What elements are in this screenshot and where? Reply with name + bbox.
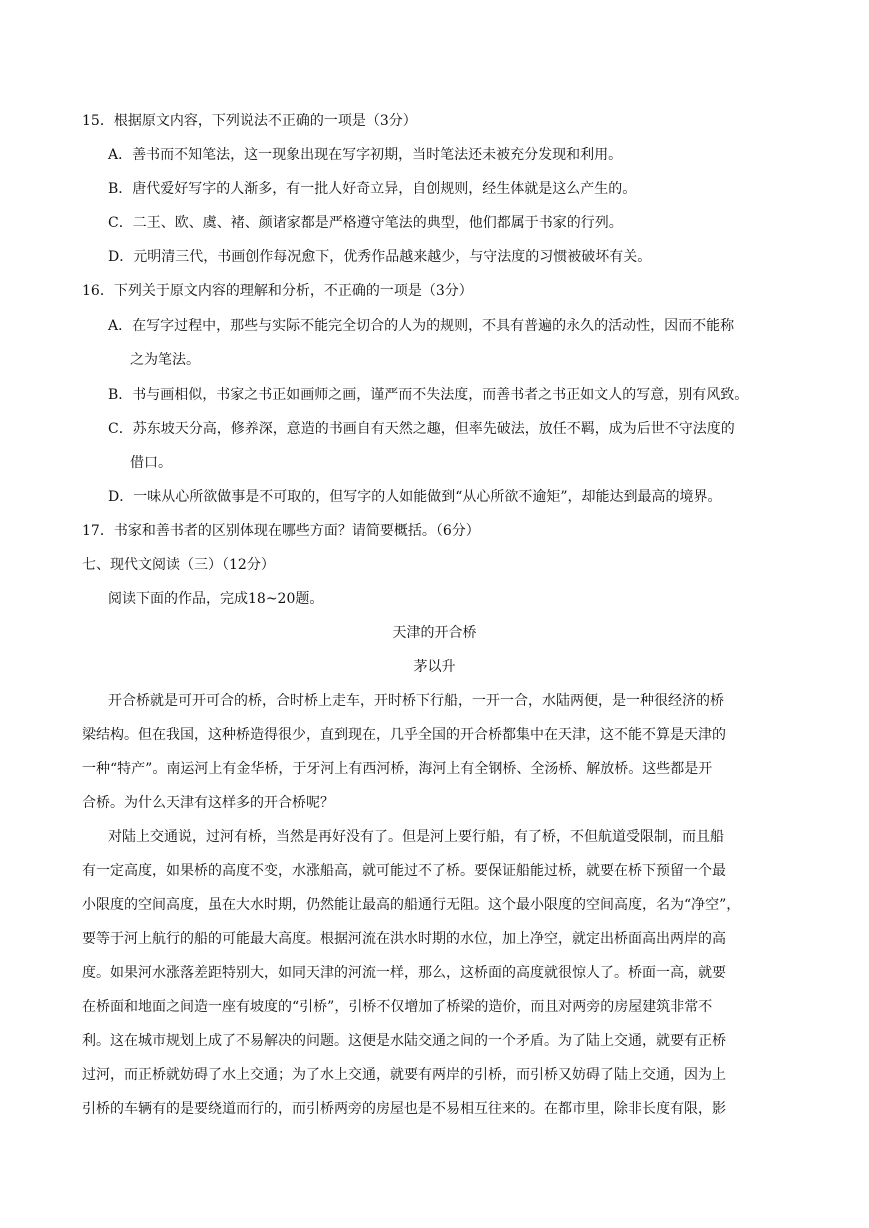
- article-line: 小限度的空间高度，虽在大水时期，仍然能让最高的船通行无阻。这个最小限度的空间高度，名为“净空”，: [82, 897, 741, 913]
- section-instruction: 阅读下面的作品，完成18~20题。: [108, 591, 324, 607]
- question-16-option-a-continued: 之为笔法。: [130, 352, 200, 368]
- article-line: 利。这在城市规划上成了不易解决的问题。这便是水陆交通之间的一个矛盾。为了陆上交通，就要有正桥: [82, 1033, 726, 1049]
- question-17: 17．书家和善书者的区别体现在哪些方面？请简要概括。（6分）: [82, 523, 480, 539]
- question-16-option-c-continued: 借口。: [130, 455, 172, 471]
- article-line: 有一定高度，如果桥的高度不变，水涨船高，就可能过不了桥。要保证船能过桥，就要在桥下预留一个最: [82, 863, 726, 879]
- question-15-option-c: C．二王、欧、虞、褚、颜诸家都是严格遵守笔法的典型，他们都属于书家的行列。: [108, 215, 623, 231]
- article-line: 引桥的车辆有的是要绕道而行的，而引桥两旁的房屋也是不易相互往来的。在都市里，除非长度有限，影: [82, 1101, 726, 1117]
- section-heading: 七、现代文阅读（三）（12分）: [82, 557, 275, 573]
- article-line: 开合桥就是可开可合的桥，合时桥上走车，开时桥下行船，一开一合，水陆两便，是一种很经济的桥: [108, 693, 724, 709]
- question-16-option-c: C．苏东坡天分高，修养深，意造的书画自有天然之趣，但率先破法，放任不羁，成为后世不守法度的: [108, 421, 735, 437]
- article-line: 要等于河上航行的船的可能最大高度。根据河流在洪水时期的水位，加上净空，就定出桥面高出两岸的高: [82, 931, 726, 947]
- question-15-stem: 15．根据原文内容，下列说法不正确的一项是（3分）: [82, 113, 417, 129]
- article-line: 梁结构。但在我国，这种桥造得很少，直到现在，几乎全国的开合桥都集中在天津，这不能不算是天津的: [82, 727, 726, 743]
- article-line: 一种“特产”。南运河上有金华桥，于牙河上有西河桥，海河上有全钢桥、全汤桥、解放桥。这些都是开: [82, 761, 713, 777]
- question-16-option-b: B．书与画相似，书家之书正如画师之画，谨严而不失法度，而善书者之书正如文人的写意，别有风致。: [108, 387, 749, 403]
- article-author: 茅以升: [413, 659, 456, 675]
- article-line: 在桥面和地面之间造一座有坡度的“引桥”，引桥不仅增加了桥梁的造价，而且对两旁的房屋建筑非常不: [82, 999, 713, 1015]
- question-16-stem: 16．下列关于原文内容的理解和分析，不正确的一项是（3分）: [82, 283, 473, 299]
- question-16-option-d: D．一味从心所欲做事是不可取的，但写字的人如能做到“从心所欲不逾矩”，却能达到最高的境界。: [108, 489, 722, 505]
- question-15-option-d: D．元明清三代，书画创作每况愈下，优秀作品越来越少，与守法度的习惯被破坏有关。: [108, 249, 652, 265]
- article-line: 对陆上交通说，过河有桥，当然是再好没有了。但是河上要行船，有了桥，不但航道受限制，而且船: [108, 829, 724, 845]
- question-15-option-b: B．唐代爱好写字的人渐多，有一批人好奇立异，自创规则，经生体就是这么产生的。: [108, 181, 637, 197]
- article-line: 过河，而正桥就妨碍了水上交通；为了水上交通，就要有两岸的引桥，而引桥又妨碍了陆上交通，因为上: [82, 1067, 726, 1083]
- question-16-option-a: A．在写字过程中，那些与实际不能完全切合的人为的规则，不具有普遍的永久的活动性，因而不能称: [108, 318, 735, 334]
- article-line: 合桥。为什么天津有这样多的开合桥呢？: [82, 795, 334, 811]
- question-15-option-a: A．善书而不知笔法，这一现象出现在写字初期，当时笔法还未被充分发现和利用。: [108, 147, 623, 163]
- article-line: 度。如果河水涨落差距特别大，如同天津的河流一样，那么，这桥面的高度就很惊人了。桥面一高，就要: [82, 965, 726, 981]
- article-title: 天津的开合桥: [392, 625, 477, 641]
